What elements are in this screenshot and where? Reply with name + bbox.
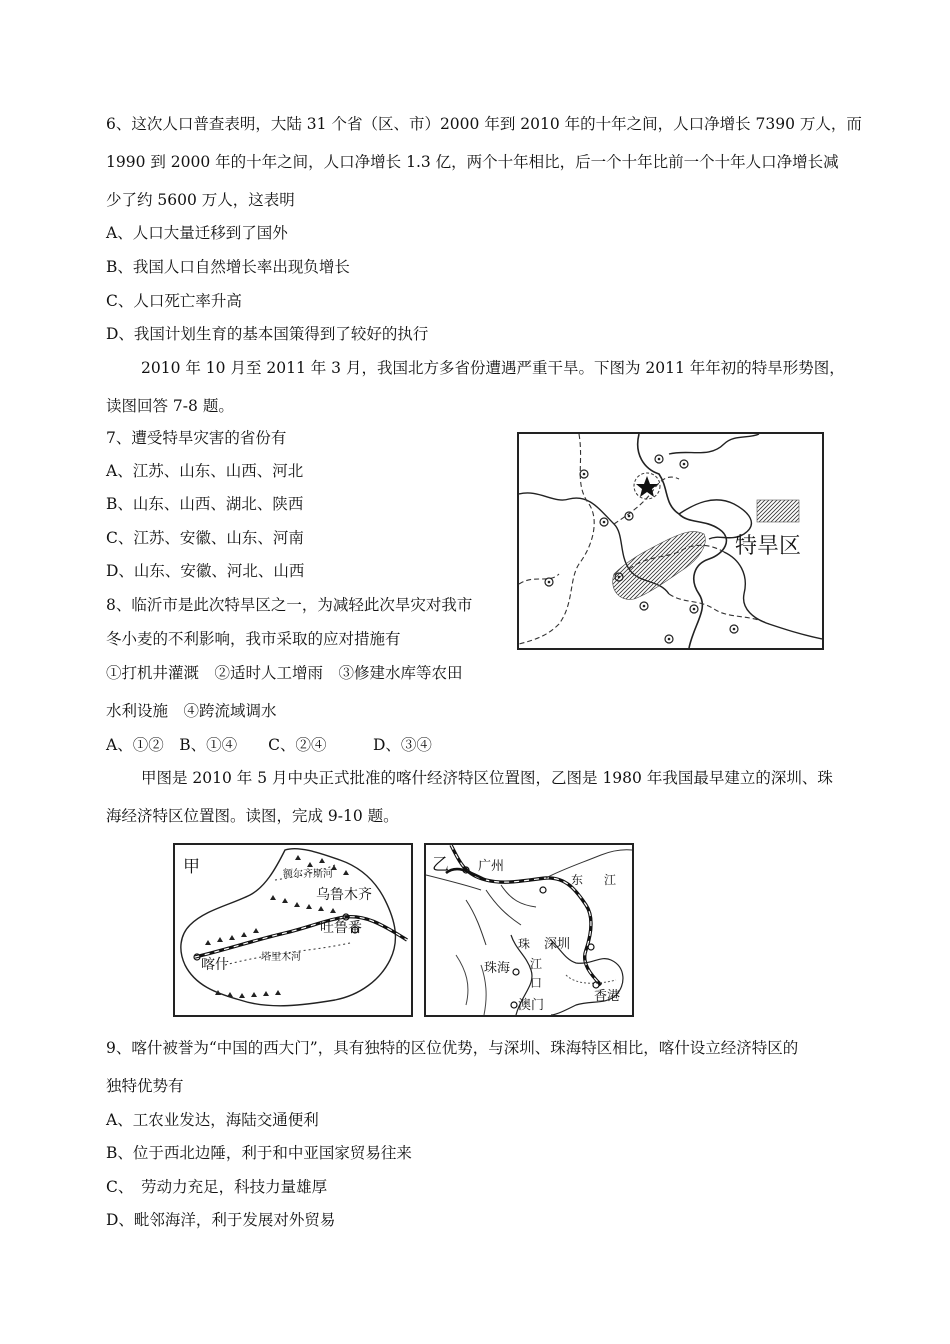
intro-910-line-2: 海经济特区位置图。读图，完成 9-10 题。 (106, 807, 399, 825)
q7-stem: 7、遭受特旱灾害的省份有 (106, 429, 287, 447)
q8-stem-line-1: 8、临沂市是此次特旱区之一，为减轻此次旱灾对我市 (106, 596, 473, 614)
label-dongjiang-1: 东 (571, 873, 584, 887)
q9-option-d: D、毗邻海洋，利于发展对外贸易 (106, 1211, 336, 1229)
q6-stem-line-1: 6、这次人口普查表明，大陆 31 个省（区、市）2000 年到 2010 年的十年之间，人口净增长 7390 万人，而 (106, 115, 862, 133)
q8-stem-line-3: ①打机井灌溉 ②适时人工增雨 ③修建水库等农田 (106, 664, 463, 682)
q9-stem-line-1: 9、喀什被誉为“中国的西大门”，具有独特的区位优势，与深圳、珠海特区相比，喀什设立经济特区的 (106, 1039, 799, 1057)
label-shenzhen: 深圳 (544, 937, 571, 952)
map-yi-pearl-river-delta (424, 843, 634, 1017)
q8-stem-line-2: 冬小麦的不利影响，我市采取的应对措施有 (106, 630, 401, 648)
map-yi-panel-label: 乙 (432, 855, 449, 875)
q8-stem-line-4: 水利设施 ④跨流域调水 (106, 702, 277, 720)
drought-map (517, 432, 824, 650)
q6-stem-line-2: 1990 到 2000 年的十年之间，人口净增长 1.3 亿，两个十年相比，后一个十年比前一个十年人口净增长减 (106, 153, 839, 171)
q7-option-b: B、山东、山西、湖北、陕西 (106, 495, 304, 513)
q7-option-a: A、江苏、山东、山西、河北 (106, 462, 304, 480)
q6-option-c: C、人口死亡率升高 (106, 292, 242, 310)
q8-options: A、①② B、①④ C、②④ D、③④ (106, 736, 432, 754)
q9-option-c: C、 劳动力充足，科技力量雄厚 (106, 1178, 328, 1196)
q6-stem-line-3: 少了约 5600 万人，这表明 (106, 191, 295, 209)
label-turpan: 吐鲁番 (320, 920, 362, 936)
drought-legend-label: 特旱区 (735, 534, 802, 559)
q9-stem-line-2: 独特优势有 (106, 1077, 184, 1095)
q7-option-d: D、山东、安徽、河北、山西 (106, 562, 305, 580)
q6-option-a: A、人口大量迁移到了国外 (106, 224, 288, 242)
label-kashgar: 喀什 (201, 957, 229, 973)
label-hongkong: 香港 (594, 989, 621, 1004)
label-pearl-estuary-2: 江 (530, 957, 543, 971)
q6-option-d: D、我国计划生育的基本国策得到了较好的执行 (106, 325, 429, 343)
map-jia-panel-label: 甲 (183, 857, 200, 877)
q9-option-b: B、位于西北边陲，利于和中亚国家贸易往来 (106, 1144, 412, 1162)
intro-78-line-2: 读图回答 7-8 题。 (106, 397, 234, 415)
label-irtysh-river: 额尔齐斯河 (283, 869, 333, 880)
q7-option-c: C、江苏、安徽、山东、河南 (106, 529, 304, 547)
label-pearl-estuary-3: 口 (530, 976, 543, 990)
label-tarim-river: 塔里木河 (261, 952, 301, 963)
label-dongjiang-2: 江 (604, 873, 617, 887)
q6-option-b: B、我国人口自然增长率出现负增长 (106, 258, 350, 276)
map-jia-kashgar (173, 843, 413, 1017)
label-pearl-estuary-1: 珠 (518, 937, 531, 951)
intro-78-line-1: 2010 年 10 月至 2011 年 3 月，我国北方多省份遭遇严重干旱。下图为 2011 年年初的特旱形势图， (141, 359, 845, 377)
label-macau: 澳门 (518, 998, 545, 1013)
label-zhuhai: 珠海 (484, 961, 511, 976)
label-urumqi: 乌鲁木齐 (316, 887, 372, 903)
q9-option-a: A、工农业发达，海陆交通便利 (106, 1111, 319, 1129)
intro-910-line-1: 甲图是 2010 年 5 月中央正式批准的喀什经济特区位置图，乙图是 1980 年我国最早建立的深圳、珠 (141, 769, 833, 787)
label-guangzhou: 广州 (478, 859, 505, 874)
